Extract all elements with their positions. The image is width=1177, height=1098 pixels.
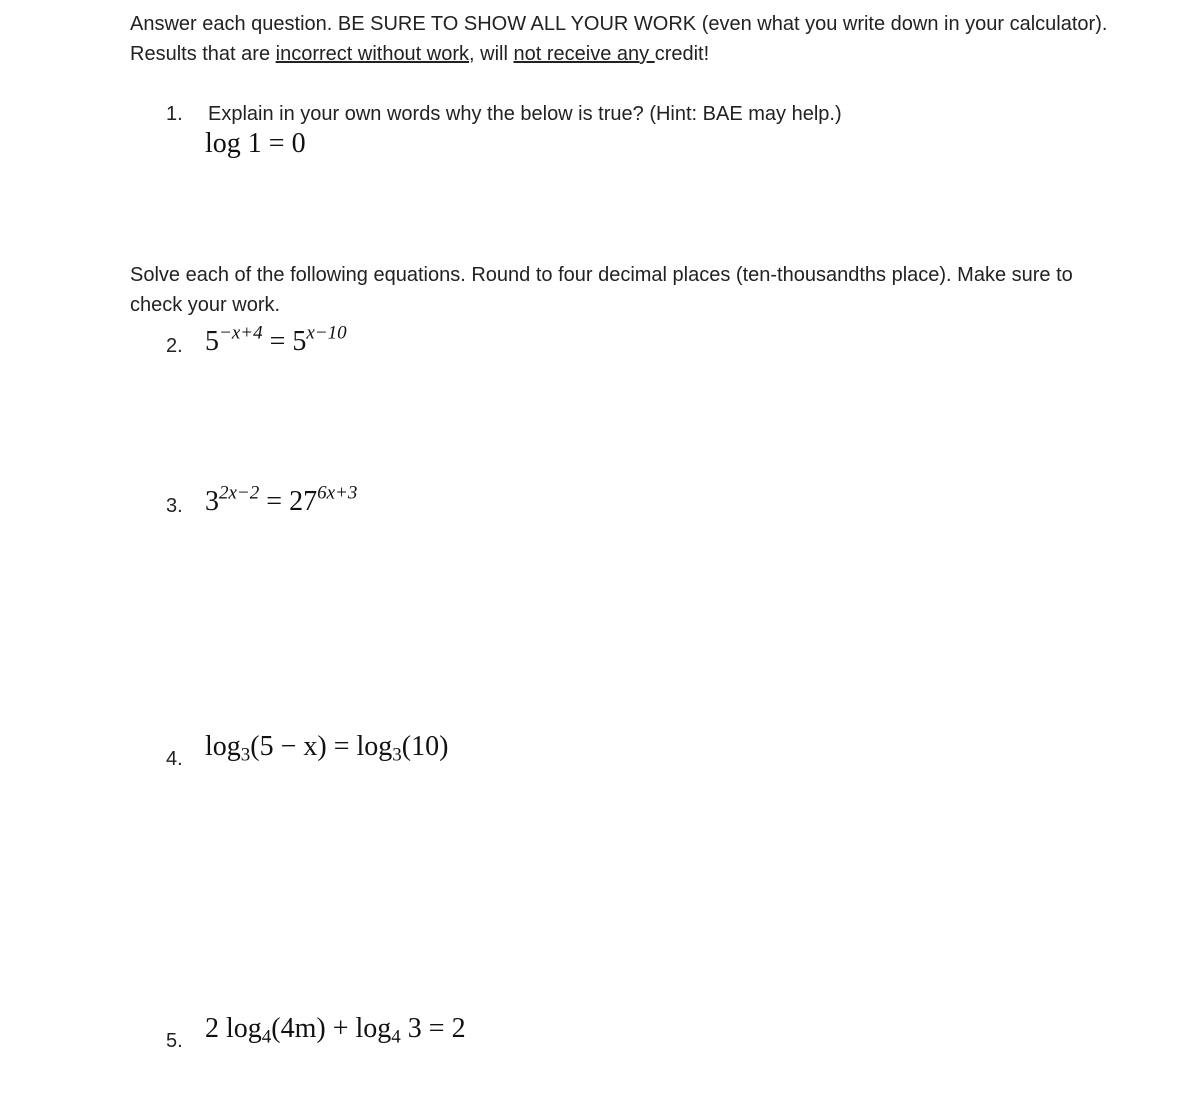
coefficient: 2 <box>205 1013 226 1044</box>
base: 5 <box>205 326 219 357</box>
q2-equation <box>205 322 347 358</box>
log-base: 3 <box>392 744 402 766</box>
log-base: 4 <box>391 1026 401 1048</box>
log: log <box>226 1013 262 1044</box>
instructions-text-2: , will <box>469 43 514 65</box>
rhs: (10) <box>401 731 449 762</box>
q4-equation <box>205 731 449 766</box>
q5-number: 5. <box>166 1030 183 1052</box>
equals: = <box>262 326 293 357</box>
exponent: x−10 <box>306 322 347 344</box>
section2-instructions: Solve each of the following equations. Round to four decimal places (ten-thousandths place). Make sure to check your work. <box>130 264 1073 316</box>
log: log <box>205 731 241 762</box>
q2-number: 2. <box>166 335 183 357</box>
argument: (4m) + <box>271 1013 356 1044</box>
log: log <box>355 1013 392 1044</box>
log-base: 4 <box>261 1026 272 1048</box>
q1-number: 1. <box>166 103 183 125</box>
q3-number: 3. <box>166 495 183 517</box>
underline-no-credit: not receive any <box>513 43 655 65</box>
q3-equation <box>205 482 358 518</box>
lhs: (5 − x) = <box>250 731 357 762</box>
q1-equation: log 1 = 0 <box>205 128 306 159</box>
q1-text: Explain in your own words why the below is true? (Hint: BAE may help.) <box>208 103 842 125</box>
equals: = <box>259 486 290 517</box>
instructions-text-3: credit! <box>654 43 710 65</box>
q4-number: 4. <box>166 748 183 770</box>
log-base: 3 <box>240 744 251 766</box>
base: 27 <box>289 486 318 517</box>
instructions <box>130 9 1130 69</box>
rhs: 3 = 2 <box>400 1013 466 1044</box>
exponent: 6x+3 <box>317 482 358 504</box>
instructions-text: Answer each question. BE SURE TO SHOW ALL YOUR WORK (even what you write down in your calculator). Results that are <box>130 13 1108 65</box>
log: log <box>356 731 393 762</box>
base: 3 <box>205 486 219 517</box>
q5-equation <box>205 1013 466 1048</box>
exponent: −x+4 <box>219 322 263 344</box>
base: 5 <box>292 326 307 357</box>
exponent: 2x−2 <box>219 482 260 504</box>
underline-incorrect: incorrect without work <box>275 43 470 65</box>
